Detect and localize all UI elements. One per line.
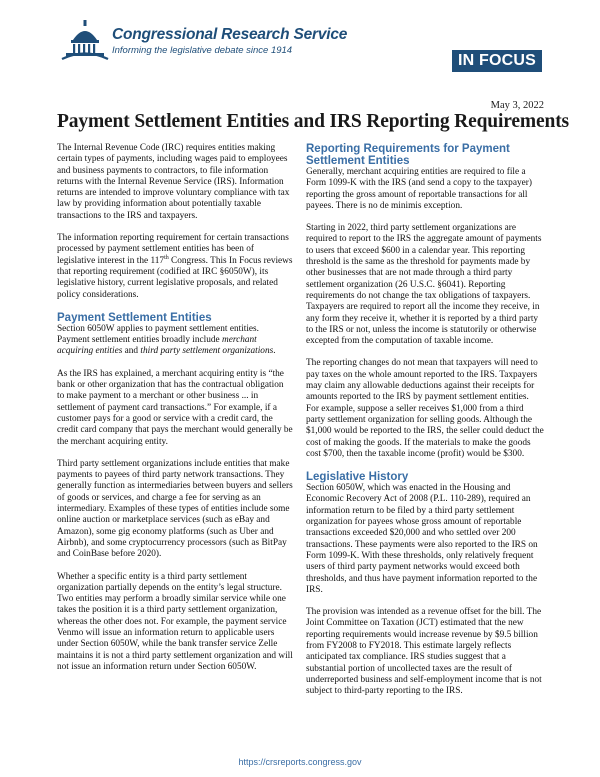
- crs-capitol-logo-icon: [60, 18, 110, 62]
- publication-date: May 3, 2022: [490, 100, 544, 111]
- paragraph: Starting in 2022, third party settlement organizations are required to report to the IRS the aggregate amount of payments to users that exceed $600 in a calendar year. This reporting threshold is the same as the threshold for payments made by other businesses that are not made through a third party settlement organization (26 U.S.C. §6041). Reporting requirements do not change the tax obligations of taxpayers. Taxpayers are required to report all the income they receive, in any form they receive it, whether it is reported by a third party to the IRS or not, unless the income is statutorily or otherwise excepted from the computation of taxable income.: [306, 223, 542, 347]
- document-title: Payment Settlement Entities and IRS Reporting Requirements: [57, 111, 569, 132]
- right-column: [306, 143, 544, 708]
- paragraph: The information reporting requirement for certain transactions processed by payment settlement entities has been of legislative interest in the 117th Congress. This In Focus reviews that reporting requirement (codified at IRC §6050W), its legislative history, current legislative proposals, and related policy considerations.: [57, 233, 293, 300]
- org-tagline: Informing the legislative debate since 1914: [112, 45, 293, 56]
- paragraph: Section 6050W applies to payment settlement entities. Payment settlement entities broadly include merchant acquiring entities and third party settlement organizations.: [57, 323, 276, 357]
- left-column: [57, 143, 293, 684]
- footer-link[interactable]: https://crsreports.congress.gov: [238, 757, 362, 767]
- paragraph: Generally, merchant acquiring entities are required to file a Form 1099-K with the IRS (and send a copy to the taxpayer) reporting the gross amount of reportable transactions for all payees. There is no de minimis exception.: [306, 167, 532, 211]
- paragraph: Whether a specific entity is a third party settlement organization partially depends on the entity’s legal structure. Two entities may perform a broadly similar service while one takes the position it is a third party settlement organization, whereas the other does not. For example, the payment service Venmo will issue an information return to applicable users under Section 6050W, while the bank transfer service Zelle maintains it is not a third party settlement organization and will not issue an information return under Section 6050W.: [57, 571, 293, 672]
- paragraph: As the IRS has explained, a merchant acquiring entity is “the bank or other organization that has the contractual obligation to make payment to a merchant or other business ... in settlement of payment card transactions.” For example, if a customer pays for a good or service with a credit card, the credit card company that pays the merchant would generally be the merchant acquiring entity.: [57, 368, 293, 447]
- paragraph: The reporting changes do not mean that taxpayers will need to pay taxes on the whole amount reported to the IRS. Taxpayers may claim any allowable deductions against their receipts for amounts reported to the IRS by payment settlement entities. For example, suppose a seller receives $1,000 from a third party settlement organization for selling goods. Although the $1,000 would be reported to the IRS, the seller could deduct the cost of making the goods. If the materials to make the goods cost $700, then the taxable income (profit) would be $300.: [306, 358, 544, 459]
- paragraph: Section 6050W, which was enacted in the Housing and Economic Recovery Act of 2008 (P.L. 110-289), required an information return to be filed by a third party settlement organization for payees whose gross amount of reportable transactions exceeded $20,000 and who settled over 200 transactions. These payments were also reported to the IRS on Form 1099-K. With these thresholds, only relatively frequent users of third party payment networks would exceed both thresholds, and thus have payment information reported to the IRS.: [306, 483, 538, 595]
- section-heading: Payment Settlement Entities: [57, 311, 212, 324]
- in-focus-badge: IN FOCUS: [452, 50, 542, 72]
- paragraph: Third party settlement organizations include entities that make payments to payees of third party network transactions. They generally function as intermediaries between buyers and sellers of goods or services, and charge a fee for serving as an intermediary. Examples of these types of entities include some online auction or marketplace services (such as eBay and Amazon), some gig economy platforms (such as Uber and Airbnb), and some cryptocurrency processors (such as BitPay and CoinBase before 2020).: [57, 458, 293, 560]
- section-heading: Reporting Requirements for Payment Settlement Entities: [306, 143, 510, 167]
- paragraph: The provision was intended as a revenue offset for the bill. The Joint Committee on Taxation (JCT) estimated that the new reporting requirements would increase revenue by $9.5 billion from FY2008 to FY2018. This estimate largely reflects anticipated tax compliance. IRS studies suggest that a substantial portion of uncollected taxes are the result of underreported business and self-employment income that is not subject to third-party reporting to the IRS.: [306, 607, 542, 697]
- section-heading: Legislative History: [306, 471, 409, 484]
- org-name: Congressional Research Service: [112, 26, 348, 43]
- paragraph: The Internal Revenue Code (IRC) requires entities making certain types of payments, including wages paid to employees and business payments to contractors, to file information returns with the Internal Revenue Service (IRS). Information returns are intended to improve voluntary compliance with tax law by providing information about potentially taxable transactions to the IRS and taxpayers.: [57, 143, 290, 221]
